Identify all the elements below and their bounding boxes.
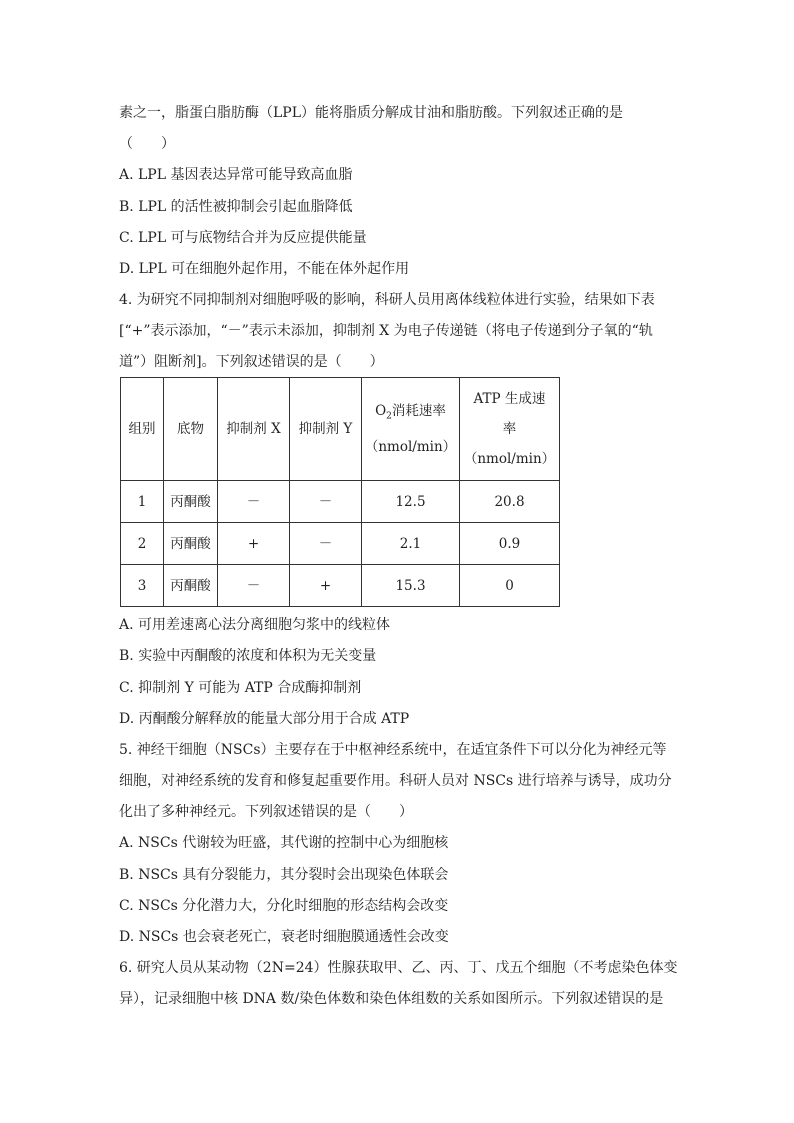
- cell-inhibitor-x: －: [218, 565, 290, 607]
- atp-label-line-2: 率: [502, 421, 517, 437]
- cell-atp-rate: 20.8: [460, 481, 560, 523]
- cell-inhibitor-y: －: [290, 481, 362, 523]
- table-row: [121, 481, 560, 523]
- question-5-option-d: D. NSCs 也会衰老死亡，衰老时细胞膜通透性会改变: [119, 929, 449, 945]
- question-3-option-c: C. LPL 可与底物结合并为反应提供能量: [119, 230, 367, 246]
- question-4-option-a: A. 可用差速离心法分离细胞匀浆中的线粒体: [119, 617, 391, 633]
- header-substrate: 底物: [164, 378, 218, 481]
- experiment-table: [120, 377, 560, 607]
- table-header-row: [121, 378, 560, 481]
- question-5-stem-line-1: 5. 神经干细胞（NSCs）主要存在于中枢神经系统中，在适宜条件下可以分化为神经元等: [119, 742, 667, 758]
- question-5-option-c: C. NSCs 分化潜力大，分化时细胞的形态结构会改变: [119, 898, 449, 914]
- cell-group: 2: [121, 523, 164, 565]
- cell-o2-rate: 12.5: [362, 481, 460, 523]
- question-4-stem-line-3: 道”）阻断剂]。下列叙述错误的是（ ）: [119, 354, 384, 370]
- atp-label-line-1: ATP 生成速: [473, 391, 546, 407]
- cell-substrate: 丙酮酸: [164, 523, 218, 565]
- o2-symbol: O: [375, 403, 387, 420]
- cell-atp-rate: 0: [460, 565, 560, 607]
- question-3-option-d: D. LPL 可在细胞外起作用，不能在体外起作用: [119, 261, 410, 277]
- header-o2-rate: [362, 378, 460, 481]
- question-3-option-b: B. LPL 的活性被抑制会引起血脂降低: [119, 199, 353, 215]
- cell-substrate: 丙酮酸: [164, 481, 218, 523]
- cell-atp-rate: 0.9: [460, 523, 560, 565]
- cell-inhibitor-x: －: [218, 481, 290, 523]
- o2-unit: （nmol/min）: [364, 438, 457, 455]
- cell-substrate: 丙酮酸: [164, 565, 218, 607]
- cell-group: 1: [121, 481, 164, 523]
- question-3-stem-line-1: 素之一，脂蛋白脂肪酶（LPL）能将脂质分解成甘油和脂肪酸。下列叙述正确的是: [119, 105, 624, 121]
- cell-inhibitor-y: +: [290, 565, 362, 607]
- question-3-answer-blank: （ ）: [119, 136, 175, 152]
- o2-subscript: 2: [386, 411, 392, 422]
- question-5-option-a: A. NSCs 代谢较为旺盛，其代谢的控制中心为细胞核: [119, 835, 449, 851]
- cell-inhibitor-y: －: [290, 523, 362, 565]
- table-row: [121, 565, 560, 607]
- question-5-option-b: B. NSCs 具有分裂能力，其分裂时会出现染色体联会: [119, 867, 449, 883]
- question-5-stem-line-3: 化出了多种神经元。下列叙述错误的是（ ）: [119, 804, 413, 820]
- question-6-stem-line-2: 异），记录细胞中核 DNA 数/染色体数和染色体组数的关系如图所示。下列叙述错误的是: [119, 991, 664, 1007]
- question-4-option-d: D. 丙酮酸分解释放的能量大部分用于合成 ATP: [119, 711, 410, 727]
- o2-label: 消耗速率: [391, 403, 446, 420]
- cell-o2-rate: 15.3: [362, 565, 460, 607]
- table-row: [121, 523, 560, 565]
- cell-inhibitor-x: +: [218, 523, 290, 565]
- question-4-stem-line-2: [“+”表示添加，“－”表示未添加，抑制剂 X 为电子传递链（将电子传递到分子氧的“轨: [119, 323, 653, 339]
- atp-unit: （nmol/min）: [463, 451, 556, 467]
- header-group: 组别: [121, 378, 164, 481]
- question-4-option-b: B. 实验中丙酮酸的浓度和体积为无关变量: [119, 648, 377, 664]
- question-5-stem-line-2: 细胞，对神经系统的发育和修复起重要作用。科研人员对 NSCs 进行培养与诱导，成功分: [119, 773, 672, 789]
- header-inhibitor-y: 抑制剂 Y: [290, 378, 362, 481]
- question-4-stem-line-1: 4. 为研究不同抑制剂对细胞呼吸的影响，科研人员用离体线粒体进行实验，结果如下表: [119, 292, 655, 308]
- question-4-option-c: C. 抑制剂 Y 可能为 ATP 合成酶抑制剂: [119, 680, 362, 696]
- question-3-option-a: A. LPL 基因表达异常可能导致高血脂: [119, 167, 353, 183]
- question-6-stem-line-1: 6. 研究人员从某动物（2N=24）性腺获取甲、乙、丙、丁、戊五个细胞（不考虑染色体变: [119, 960, 678, 976]
- header-atp-rate: [460, 378, 560, 481]
- cell-o2-rate: 2.1: [362, 523, 460, 565]
- header-inhibitor-x: 抑制剂 X: [218, 378, 290, 481]
- cell-group: 3: [121, 565, 164, 607]
